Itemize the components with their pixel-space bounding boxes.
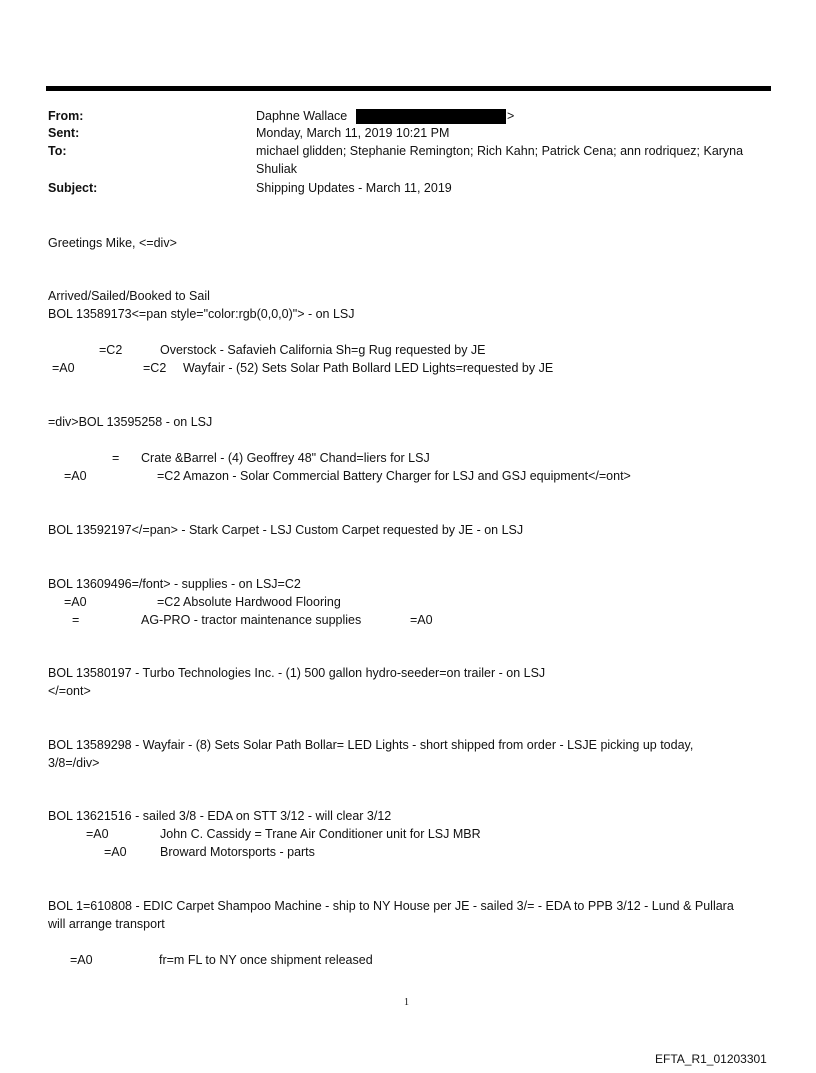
item-text: Wayfair - (52) Sets Solar Path Bollard LED Lights=requested by JE bbox=[183, 361, 554, 375]
item-code: =A0 bbox=[64, 469, 87, 483]
bol-line: BOL 13580197 - Turbo Technologies Inc. - (1) 500 gallon hydro-seeder=on trailer - on LSJ bbox=[48, 666, 546, 680]
header-rule bbox=[46, 86, 771, 91]
bol-line: BOL 13589298 - Wayfair - (8) Sets Solar Path Bollar= LED Lights - short shipped from order - LSJE picking up today, bbox=[48, 738, 694, 752]
bol-line: BOL 13589173<=pan style="color:rgb(0,0,0)"> - on LSJ bbox=[48, 307, 355, 321]
item-text: Crate &Barrel - (4) Geoffrey 48" Chand=liers for LSJ bbox=[141, 451, 430, 465]
item-code: = bbox=[112, 451, 120, 465]
item-text: Broward Motorsports - parts bbox=[160, 845, 315, 859]
to-value-line2: Shuliak bbox=[256, 162, 297, 176]
to-value-line1: michael glidden; Stephanie Remington; Rich Kahn; Patrick Cena; ann rodriquez; Karyna bbox=[256, 144, 744, 158]
redaction-box bbox=[356, 109, 506, 124]
item-text: Overstock - Safavieh California Sh=g Rug requested by JE bbox=[160, 343, 486, 357]
bol-line: 3/8=/div> bbox=[48, 756, 100, 770]
item-text: AG-PRO - tractor maintenance supplies bbox=[141, 613, 362, 627]
item-code: =C2 bbox=[99, 343, 123, 357]
from-tail: > bbox=[507, 109, 515, 123]
bol-line: BOL 1=610808 - EDIC Carpet Shampoo Machine - ship to NY House per JE - sailed 3/= - EDA to PPB 3/12 - Lund & Pullara bbox=[48, 899, 734, 913]
section-title: Arrived/Sailed/Booked to Sail bbox=[48, 289, 210, 303]
item-text: =C2 Amazon - Solar Commercial Battery Charger for LSJ and GSJ equipment</=ont> bbox=[157, 469, 631, 483]
greeting: Greetings Mike, <=div> bbox=[48, 236, 177, 250]
item-tail: =A0 bbox=[410, 613, 433, 627]
item-text: fr=m FL to NY once shipment released bbox=[159, 953, 373, 967]
bol-line: BOL 13609496=/font> - supplies - on LSJ=C2 bbox=[48, 577, 301, 591]
document-id: EFTA_R1_01203301 bbox=[655, 1052, 767, 1066]
item-code: =A0 bbox=[86, 827, 109, 841]
item-code: =A0 bbox=[70, 953, 93, 967]
bol-line: BOL 13621516 - sailed 3/8 - EDA on STT 3/12 - will clear 3/12 bbox=[48, 809, 392, 823]
subject-value: Shipping Updates - March 11, 2019 bbox=[256, 181, 452, 195]
item-code: =C2 bbox=[143, 361, 167, 375]
subject-label: Subject: bbox=[48, 181, 98, 195]
item-code: =A0 bbox=[52, 361, 75, 375]
sent-value: Monday, March 11, 2019 10:21 PM bbox=[256, 126, 450, 140]
from-label: From: bbox=[48, 109, 84, 123]
bol-line: </=ont> bbox=[48, 684, 91, 698]
item-text: =C2 Absolute Hardwood Flooring bbox=[157, 595, 341, 609]
item-text: John C. Cassidy = Trane Air Conditioner unit for LSJ MBR bbox=[160, 827, 481, 841]
to-label: To: bbox=[48, 144, 67, 158]
item-code: = bbox=[72, 613, 80, 627]
item-code: =A0 bbox=[104, 845, 127, 859]
from-value: Daphne Wallace bbox=[256, 109, 348, 123]
item-code: =A0 bbox=[64, 595, 87, 609]
page-number: 1 bbox=[404, 997, 409, 1008]
bol-line: =div>BOL 13595258 - on LSJ bbox=[48, 415, 213, 429]
bol-line: will arrange transport bbox=[48, 917, 165, 931]
sent-label: Sent: bbox=[48, 126, 80, 140]
bol-line: BOL 13592197</=pan> - Stark Carpet - LSJ Custom Carpet requested by JE - on LSJ bbox=[48, 523, 524, 537]
